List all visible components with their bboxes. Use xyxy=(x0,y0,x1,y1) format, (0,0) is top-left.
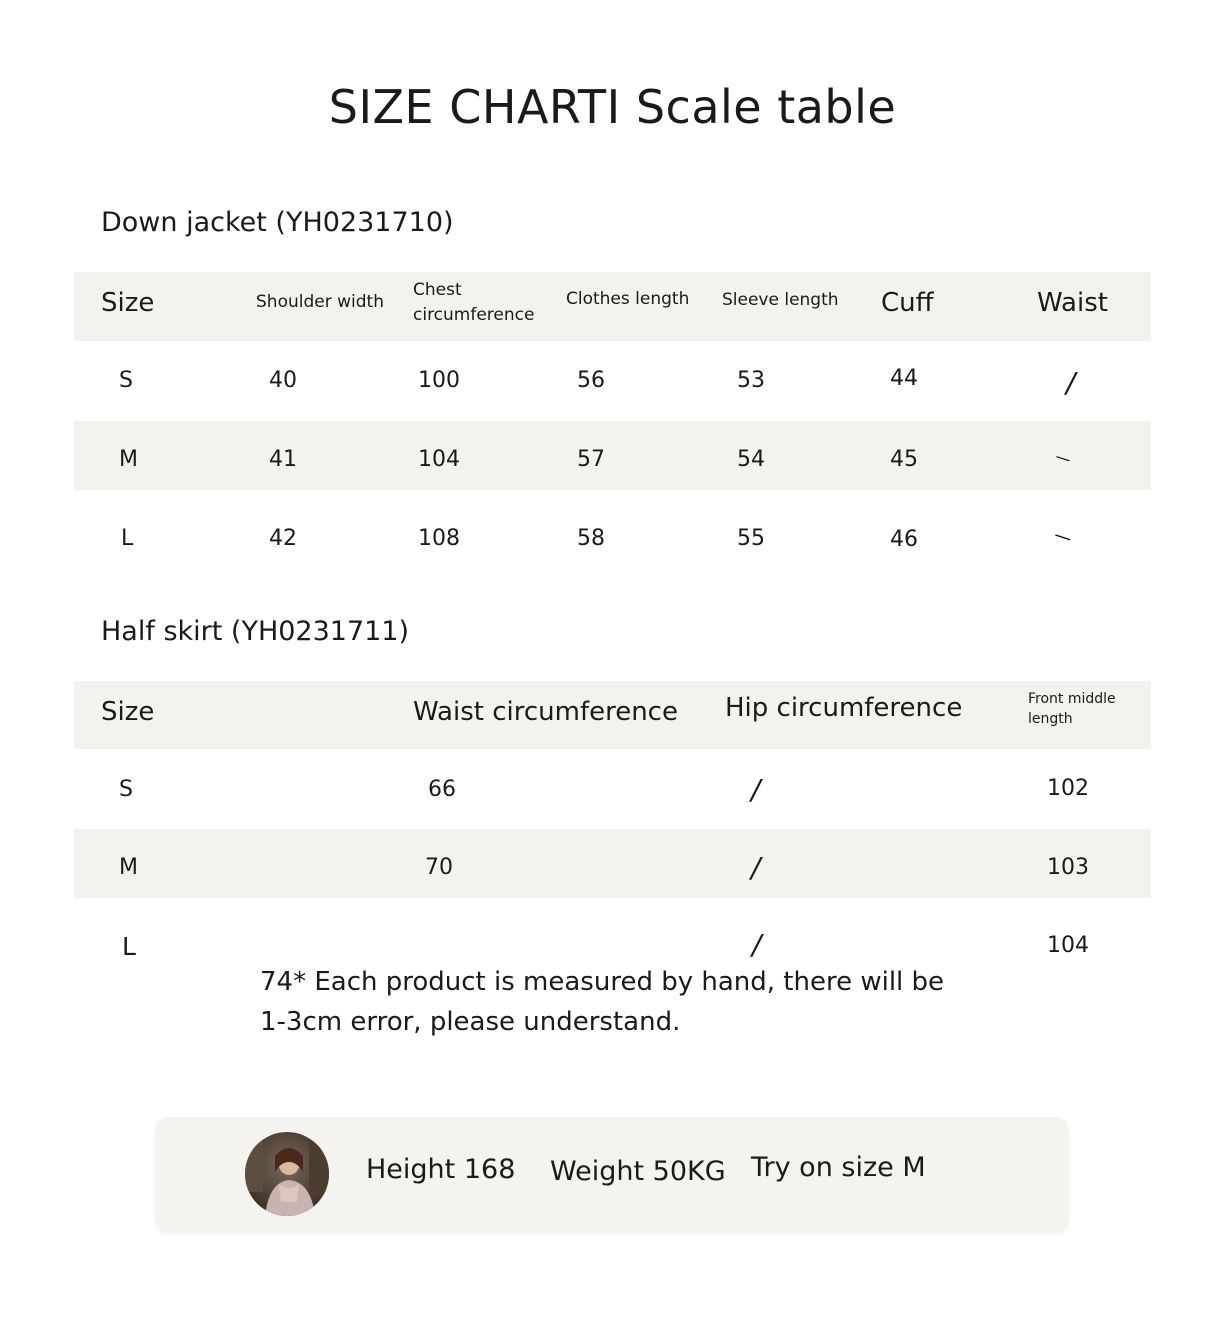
jacket-header-waist: Waist xyxy=(1037,288,1108,318)
table-row xyxy=(74,490,1151,580)
measurement-note: 74* Each product is measured by hand, there will be 1-3cm error, please understand. xyxy=(260,967,945,1037)
skirt-cell-size: M xyxy=(119,855,138,880)
jacket-cell-waist: / xyxy=(1066,366,1076,399)
jacket-cell-cuff: 46 xyxy=(890,527,918,552)
jacket-cell-sleeve: 53 xyxy=(737,368,765,393)
skirt-heading: Half skirt (YH0231711) xyxy=(101,616,410,647)
skirt-cell-front: 104 xyxy=(1047,933,1089,958)
jacket-header-shoulder: Shoulder width xyxy=(256,292,384,312)
table-row xyxy=(74,829,1151,898)
jacket-heading: Down jacket (YH0231710) xyxy=(101,207,454,238)
jacket-cell-shoulder: 41 xyxy=(269,447,297,472)
model-weight: Weight 50KG xyxy=(550,1156,726,1187)
jacket-cell-clothes-length: 58 xyxy=(577,526,605,551)
jacket-cell-size: M xyxy=(119,447,138,472)
page-title: SIZE CHARTI Scale table xyxy=(328,80,897,134)
skirt-header-waist: Waist circumference xyxy=(413,697,678,727)
jacket-header-chest: Chest circumference xyxy=(413,280,535,325)
jacket-cell-shoulder: 42 xyxy=(269,526,297,551)
skirt-cell-hip: / xyxy=(752,928,762,961)
model-try-on: Try on size M xyxy=(751,1152,926,1183)
jacket-header-row xyxy=(74,272,1151,341)
skirt-header-hip: Hip circumference xyxy=(725,693,963,723)
jacket-header-size: Size xyxy=(101,288,155,318)
jacket-cell-chest: 104 xyxy=(418,447,460,472)
jacket-header-sleeve: Sleeve length xyxy=(722,290,839,310)
jacket-cell-size: L xyxy=(121,526,134,551)
jacket-cell-sleeve: 54 xyxy=(737,447,765,472)
jacket-header-cuff: Cuff xyxy=(881,288,934,318)
skirt-cell-front: 102 xyxy=(1047,776,1089,801)
jacket-cell-sleeve: 55 xyxy=(737,526,765,551)
table-row xyxy=(74,421,1151,490)
skirt-cell-hip: / xyxy=(751,851,761,884)
jacket-cell-shoulder: 40 xyxy=(269,368,297,393)
model-height: Height 168 xyxy=(366,1154,516,1185)
skirt-header-row xyxy=(74,681,1151,749)
skirt-cell-front: 103 xyxy=(1047,855,1089,880)
jacket-cell-chest: 108 xyxy=(418,526,460,551)
jacket-cell-clothes-length: 56 xyxy=(577,368,605,393)
skirt-header-front: Front middle length xyxy=(1028,691,1116,727)
skirt-cell-waist: 70 xyxy=(425,855,453,880)
skirt-cell-size: S xyxy=(119,777,133,802)
avatar xyxy=(245,1132,329,1216)
skirt-header-size: Size xyxy=(101,697,155,727)
skirt-cell-hip: / xyxy=(751,773,761,806)
jacket-header-clothes-length: Clothes length xyxy=(566,289,690,309)
table-row xyxy=(74,341,1151,421)
skirt-cell-waist: 66 xyxy=(428,777,456,802)
jacket-cell-clothes-length: 57 xyxy=(577,447,605,472)
table-row xyxy=(74,749,1151,829)
model-photo-icon xyxy=(245,1132,329,1216)
jacket-cell-cuff: 44 xyxy=(890,366,918,391)
jacket-cell-waist: \ xyxy=(1052,528,1074,547)
jacket-cell-size: S xyxy=(119,368,133,393)
jacket-cell-cuff: 45 xyxy=(890,447,918,472)
table-row xyxy=(74,898,1151,962)
jacket-cell-chest: 100 xyxy=(418,368,460,393)
skirt-cell-size: L xyxy=(122,932,136,961)
jacket-cell-waist: \ xyxy=(1053,450,1073,467)
